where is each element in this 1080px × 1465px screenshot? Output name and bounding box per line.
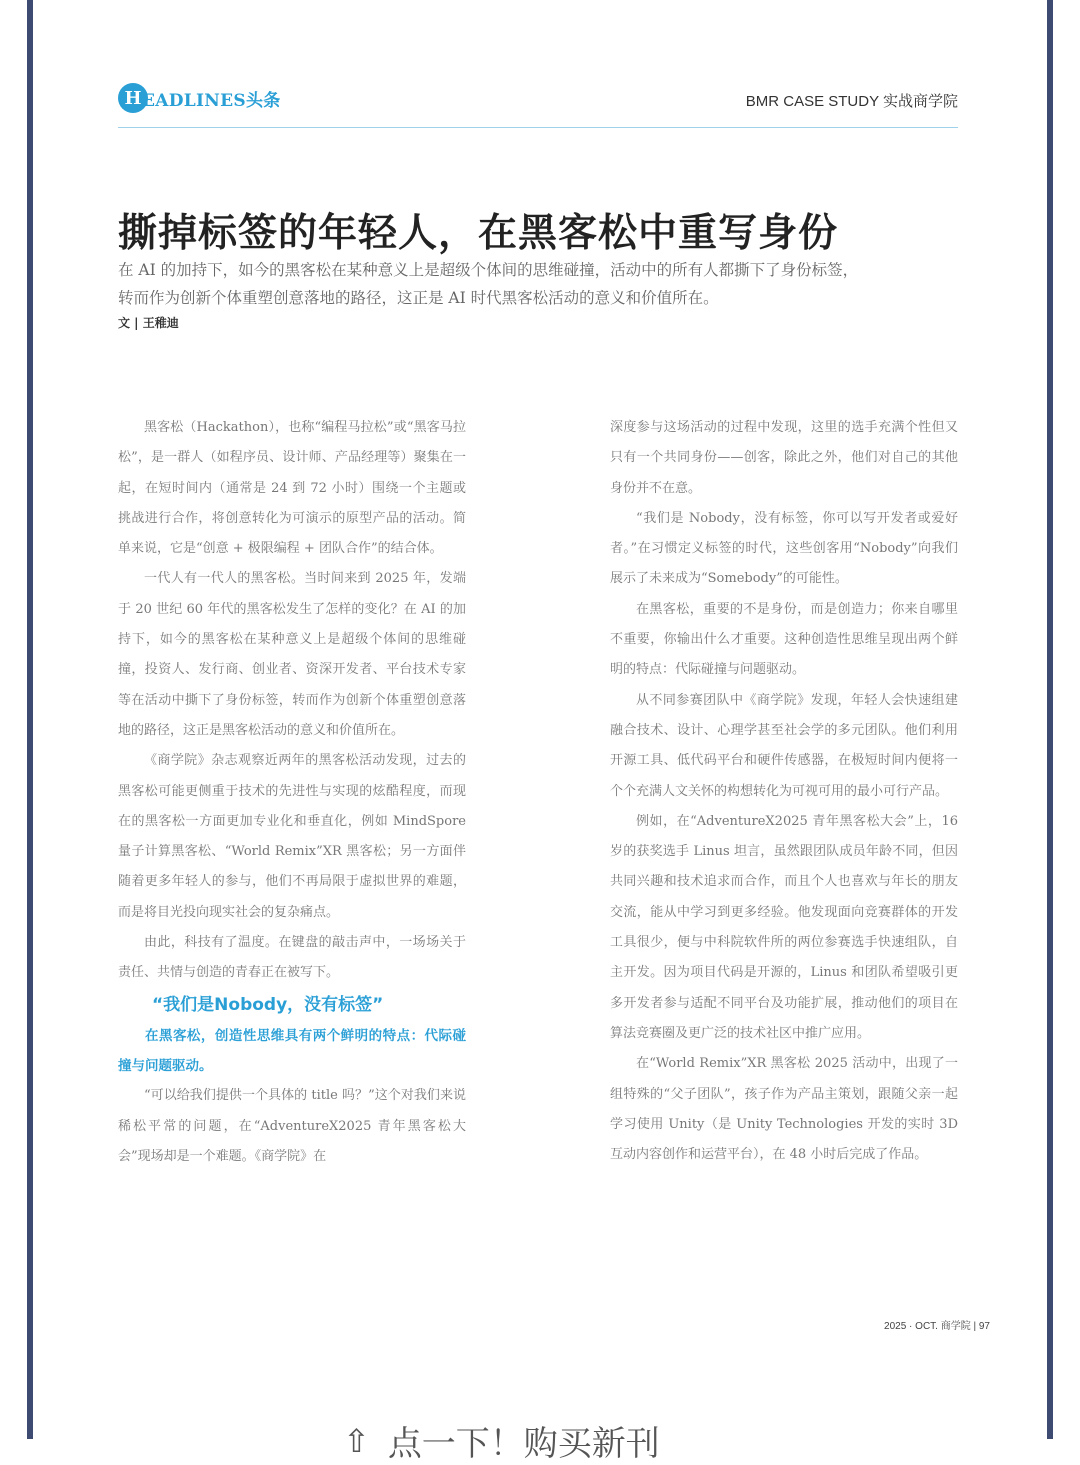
article-deck (118, 256, 968, 312)
article-byline: 文 | 王稚迪 (118, 316, 179, 330)
header-divider (118, 127, 958, 128)
body-paragraph: 在黑客松，重要的不是身份，而是创造力；你来自哪里不重要，你输出什么才重要。这种创造性思维呈现出两个鲜明的特点：代际碰撞与问题驱动。 (610, 601, 958, 678)
buy-issue-button[interactable] (343, 1416, 660, 1465)
article-title: 撕掉标签的年轻人，在黑客松中重写身份 (118, 210, 839, 256)
deck-line: 转而作为创新个体重塑创意落地的路径，这正是 AI 时代黑客松活动的意义和价值所在。 (118, 289, 719, 307)
right-column (610, 413, 958, 1170)
buy-issue-label: 点一下！购买新刊 (387, 1424, 660, 1464)
body-paragraph: 黑客松（Hackathon），也称“编程马拉松”或“黑客马拉松”，是一群人（如程序员、设计师、产品经理等）聚集在一起，在短时间内（通常是 24 到 72 小时）围绕一个主题或挑战进行合作，将创意转化为可演示的原型产品的活动。简单来说，它是“创意 + 极限编程 + 团队合作”的结合体。 (118, 420, 466, 557)
page-folio: 2025 · OCT. 商学院 | 97 (884, 1321, 990, 1332)
body-paragraph: 深度参与这场活动的过程中发现，这里的选手充满个性但又只有一个共同身份——创客，除此之外，他们对自己的其他身份并不在意。 (610, 420, 958, 496)
section-subdeck: 在黑客松，创造性思维具有两个鲜明的特点：代际碰撞与问题驱动。 (118, 1027, 466, 1074)
headlines-logo-circle: H (118, 83, 148, 113)
body-paragraph: 例如，在“AdventureX2025 青年黑客松大会”上，16 岁的获奖选手 Linus 坦言，虽然跟团队成员年龄不同，但因共同兴趣和技术追求而合作，而且个人也喜欢与年长的朋友交流，能从中学习到更多经验。他发现面向竞赛群体的开发工具很少，便与中科院软件所的两位参赛选手快速组队，自主开发。因为项目代码是开源的，Linus 和团队希望吸引更多开发者参与适配不同平台及功能扩展，推动他们的项目在算法竞赛圈及更广泛的技术社区中推广应用。 (610, 813, 958, 1041)
body-paragraph: 从不同参赛团队中《商学院》发现，年轻人会快速组建融合技术、设计、心理学甚至社会学的多元团队。他们利用开源工具、低代码平台和硬件传感器，在极短时间内便将一个个充满人文关怀的构想转化为可视可用的最小可行产品。 (610, 692, 958, 799)
body-paragraph: 在“World Remix”XR 黑客松 2025 活动中，出现了一组特殊的“父子团队”，孩子作为产品主策划，跟随父亲一起学习使用 Unity（是 Unity Technologies 开发的实时 3D 互动内容创作和运营平台），在 48 小时后完成了作品。 (610, 1056, 958, 1163)
body-paragraph: “我们是 Nobody，没有标签，你可以写开发者或爱好者。”在习惯定义标签的时代，这些创客用“Nobody”向我们展示了未来成为“Somebody”的可能性。 (610, 510, 958, 587)
section-label: BMR CASE STUDY 实战商学院 (745, 93, 958, 110)
body-paragraph: 《商学院》杂志观察近两年的黑客松活动发现，过去的黑客松可能更侧重于技术的先进性与实现的炫酷程度，而现在的黑客松一方面更加专业化和垂直化，例如 MindSpore 量子计算黑客松、“World Remix”XR 黑客松；另一方面伴随着更多年轻人的参与，他们不再局限于虚拟世界的难题，而是将目光投向现实社会的复杂痛点。 (118, 753, 466, 920)
magazine-header (118, 82, 958, 128)
body-paragraph: “可以给我们提供一个具体的 title 吗？”这个对我们来说稀松平常的问题，在“AdventureX2025 青年黑客松大会”现场却是一个难题。《商学院》在 (118, 1088, 466, 1164)
page-frame-right (1047, 0, 1053, 1439)
upload-icon: ⇧ (343, 1421, 370, 1460)
left-column (118, 413, 466, 1172)
headlines-logo-text: EADLINES头条 (142, 90, 281, 111)
body-paragraph: 一代人有一代人的黑客松。当时间来到 2025 年，发端于 20 世纪 60 年代的黑客松发生了怎样的变化？在 AI 的加持下，如今的黑客松在某种意义上是超级个体间的思维碰撞，投资人、发行商、创业者、资深开发者、平台技术专家等在活动中撕下了身份标签，转而作为创新个体重塑创意落地的路径，这正是黑客松活动的意义和价值所在。 (118, 571, 466, 738)
headlines-logo (118, 82, 281, 114)
buy-issue-bar[interactable] (33, 1398, 1047, 1464)
page-frame-left (27, 0, 33, 1439)
body-paragraph: 由此，科技有了温度。在键盘的敲击声中，一场场关于责任、共情与创造的青春正在被写下。 (118, 935, 466, 981)
section-subhead: “我们是Nobody，没有标签” (152, 994, 384, 1015)
deck-line: 在 AI 的加持下，如今的黑客松在某种意义上是超级个体间的思维碰撞，活动中的所有人都撕下了身份标签， (118, 261, 859, 279)
